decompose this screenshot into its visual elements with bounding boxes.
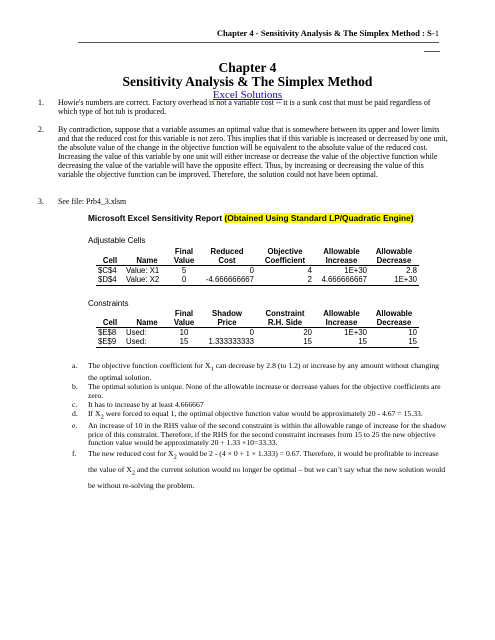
table-cell: 0 (249, 328, 254, 337)
table-cell: Value: X2 (124, 275, 170, 285)
table-cell: 20 (303, 328, 312, 337)
header-cell: Name (124, 257, 170, 266)
paragraph-1 (38, 98, 448, 117)
header-cell: Objective (267, 247, 303, 256)
table-cell: 15 (170, 337, 198, 347)
table-cell: Used: (126, 328, 147, 337)
running-head-text: Chapter 4 - Sensitivity Analysis & The Simplex Method : S- (216, 28, 435, 38)
answer-text: If $X_2$ were forced to equal 1, the optimal objective function value would be approximately 20 - 4.67 = 15.33. (88, 408, 423, 421)
answer-letter: f. (72, 449, 77, 459)
paragraph-text: See file: Prb4_3.xlsm (58, 197, 127, 206)
paragraph-number: 1. (38, 98, 44, 107)
table-cell: 2 (256, 275, 314, 285)
constraints-table (96, 310, 419, 348)
paragraph-2 (38, 125, 448, 179)
page-number: 1 (434, 28, 439, 38)
answer-letter: a. (72, 361, 78, 370)
table-cell: 2.8 (406, 266, 417, 275)
header-cell: Value (170, 319, 198, 328)
table-cell: 1E+30 (344, 328, 367, 337)
excel-solutions-link-text[interactable]: Excel Solutions (212, 89, 283, 101)
paragraph-number: 2. (38, 125, 44, 134)
header-cell: Constraint (265, 309, 305, 318)
report-title-text: Microsoft Excel Sensitivity Report (88, 213, 225, 223)
table-cell: 15 (369, 337, 419, 347)
header-cell: Shadow (212, 309, 242, 318)
header-cell: Value (170, 257, 198, 266)
header-cell: Allowable (323, 247, 360, 256)
report-title-highlight: (Obtained Using Standard LP/Quadratic Engine) (224, 213, 414, 223)
running-header (217, 28, 439, 38)
table-row (96, 337, 419, 347)
table-cell: 0 (249, 266, 254, 275)
table-cell: Used: (124, 337, 170, 347)
header-cell: Coefficient (256, 257, 314, 266)
answer-text: It has to increase by at least 4.666667 (88, 399, 204, 409)
header-cell: Final (174, 309, 194, 318)
answer-letter: e. (72, 420, 78, 430)
table-row (96, 275, 419, 285)
header-cell: Allowable (375, 309, 413, 318)
table-cell: 15 (256, 337, 314, 347)
header-cell: Allowable (375, 247, 413, 256)
table-cell: Value: X1 (126, 266, 160, 275)
header-cell: R.H. Side (256, 319, 314, 328)
answer-letter: d. (72, 408, 78, 418)
chapter-heading: Chapter 4 (218, 60, 277, 75)
paragraph-text: Howie's numbers are correct. Factory overhead is not a variable cost -- it is a sunk cost that must be paid regardless of which type of hot tub is produced. (58, 98, 431, 116)
header-cell: Reduced (210, 247, 244, 256)
table-header-row (96, 257, 419, 266)
table-cell: $E$9 (96, 337, 124, 347)
table-cell: 1.333333333 (198, 337, 256, 347)
header-cell: Increase (314, 257, 369, 266)
header-cell: Final (174, 247, 194, 256)
answer-letter: c. (72, 399, 78, 409)
table-cell: 5 (181, 266, 187, 275)
header-cell: Cost (198, 257, 256, 266)
paragraph-text: By contradiction, suppose that a variable assumes an optimal value that is somewhere between its upper and lower limits and that the reduced cost for this variable is not zero. This implies that if this variable is increased or decreased by one unit, the absolute value of the change in the objective function will be equivalent to the absolute value of the reduced cost. Increasing the value of this variable by one unit will either increase or decrease the value of the objective function while decreasing the value of the variable will have the opposite effect. Thus, by increasing or decreasing the value of this variable the objective function can be improved. Therefore, the solution could not have been optimal. (58, 125, 448, 179)
header-cell: Allowable (323, 309, 360, 318)
table-cell: 10 (408, 328, 417, 337)
table-cell: 15 (314, 337, 369, 347)
table-cell: 4 (307, 266, 312, 275)
answer-text: The objective function coefficient for $X_1$ can decrease by 2.8 (to 1.2) or increase by any amount without changing the optimal solution. (88, 361, 440, 383)
chapter-title: Sensitivity Analysis & The Simplex Method (122, 74, 373, 89)
header-cell: Decrease (369, 319, 419, 328)
answer-letter: b. (72, 382, 78, 392)
paragraph-3 (38, 197, 448, 207)
header-cell: Decrease (369, 257, 419, 266)
paragraph-number: 3. (38, 197, 44, 206)
answer-item (72, 420, 448, 448)
table-row (96, 266, 419, 276)
header-cell: Increase (314, 319, 369, 328)
header-cell: Cell (96, 257, 124, 266)
table-cell: 1E+30 (369, 275, 419, 285)
table-header-row (96, 319, 419, 328)
answer-list (72, 361, 448, 493)
table-cell: -4.666666667 (198, 275, 256, 285)
table-cell: 0 (170, 275, 198, 285)
table-cell: 4.666666667 (314, 275, 369, 285)
header-cell: Name (124, 319, 170, 328)
report-title (88, 213, 414, 223)
answer-item (72, 448, 448, 493)
answer-text: The optimal solution is unique. None of the allowable increase or decrease values for the objective coefficients are zero. (88, 382, 441, 400)
table-cell: $D$4 (96, 275, 124, 285)
answer-text: The new reduced cost for $X_2$ would be 2 - (4 × 0 + 1 × 1.333) = 0.67. Therefore, it would be profitable to increase the value of $X_2$ and the current solution would no longer be optimal – but we can’t say what the new solution would be without re-solving the problem. (88, 449, 446, 491)
answer-item (72, 361, 448, 383)
header-rule (78, 42, 439, 43)
header-short-rule (424, 51, 440, 52)
header-cell: Cell (96, 319, 124, 328)
adjustable-cells-table (96, 248, 419, 286)
table-cell: 1E+30 (344, 266, 367, 275)
adjustable-cells-label: Adjustable Cells (88, 236, 146, 245)
table-cell: $E$8 (98, 328, 117, 337)
table-cell: $C$4 (98, 266, 117, 275)
answer-item (72, 382, 448, 401)
header-cell: Price (198, 319, 256, 328)
constraints-label: Constraints (88, 299, 129, 308)
table-row (96, 328, 419, 338)
answer-text: An increase of 10 in the RHS value of the second constraint is within the allowable range of increase for the shadow price of this constraint. Therefore, if the RHS for the second constraint increases from 15 to 25 the new objective function value would be approximately 20 + 1.33 ×10=33.33. (88, 420, 447, 448)
table-cell: 10 (179, 328, 189, 337)
